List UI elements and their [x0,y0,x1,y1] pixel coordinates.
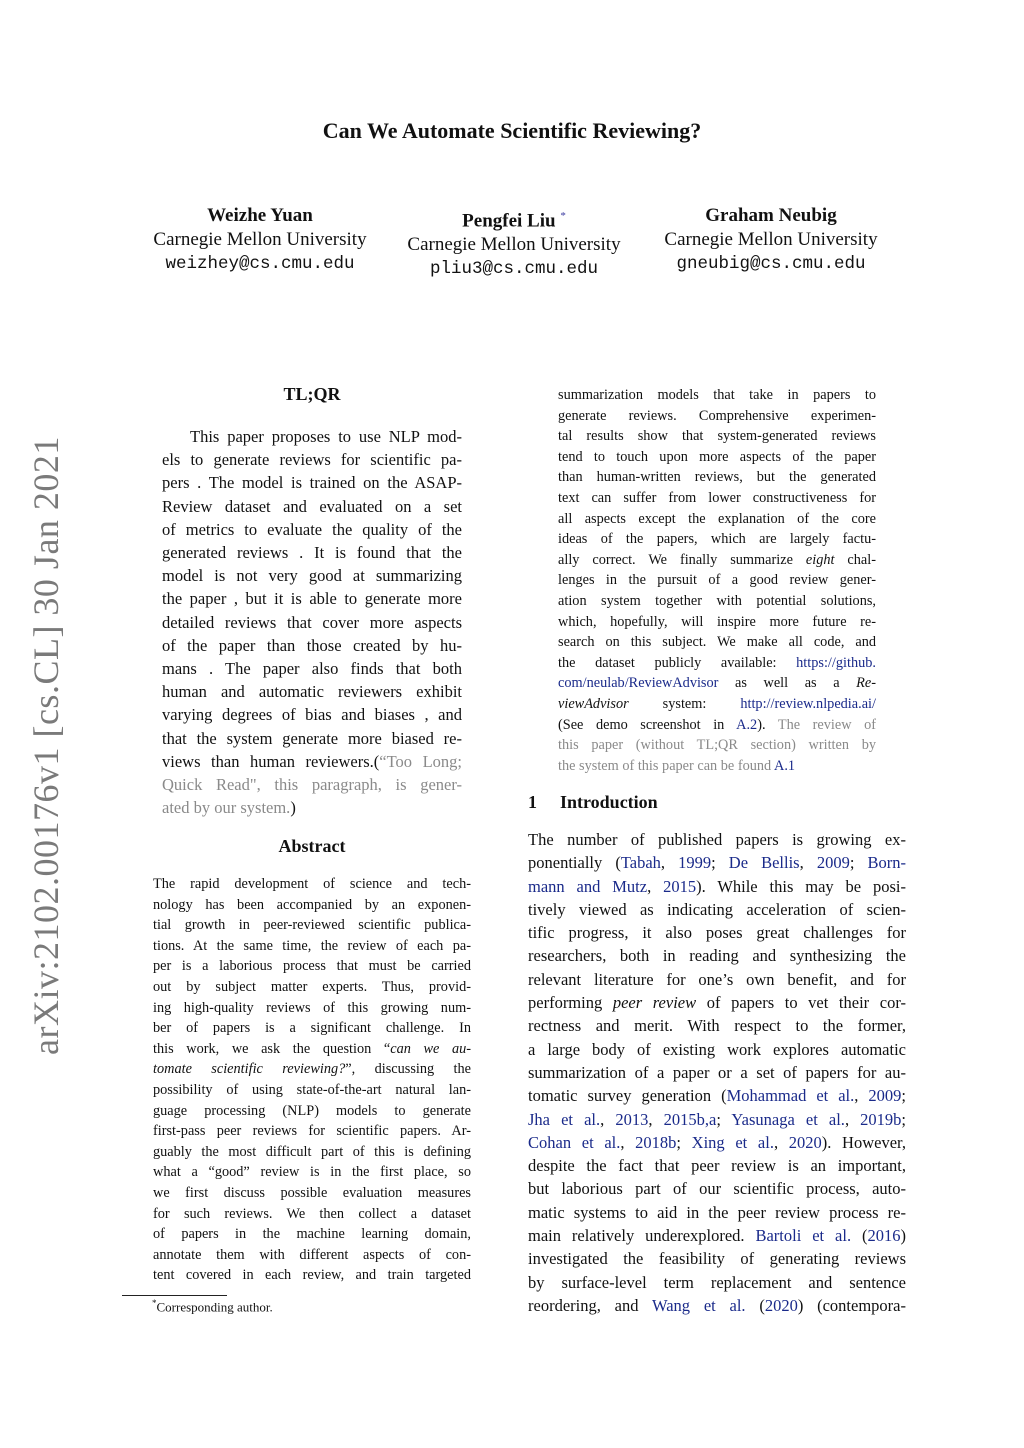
text-line: by surface-level term replacement and sentence [528,1272,906,1292]
text-line: ation system together with potential solutions, [558,592,876,609]
citation-link[interactable]: Xing et al. [691,1132,774,1152]
text-run: ) [290,798,296,818]
text-run: , [647,876,664,896]
text-line [558,694,876,715]
author-name: Weizhe Yuan [207,205,313,226]
text-run: ( [851,1226,868,1246]
text-line: investigated the feasibility of generating reviews [528,1249,906,1269]
text-line [558,756,876,777]
citation-link[interactable]: De Bellis [728,853,800,873]
text-line [528,875,906,898]
citation-link[interactable]: 2015 [663,876,697,896]
citation-link[interactable]: Born- [867,853,906,873]
footnote-text: Corresponding author. [156,1299,273,1315]
citation-link[interactable]: 2016 [867,1226,901,1246]
text-line: despite the fact that peer review is an important, [528,1156,906,1176]
text-line: varying degrees of bias and biases , and [162,705,462,725]
italic-run: viewAdvisor [558,695,629,712]
citation-link[interactable]: 2013 [615,1109,649,1129]
text-line: rectness and merit. With respect to the former, [528,1016,906,1036]
tlqr-heading: TL;QR [283,384,341,404]
text-run: (See demo screenshot in [558,716,737,733]
text-line: nology has been accompanied by an exponen- [153,896,471,913]
tlqr-paragraph [162,425,462,819]
text-run: ; [901,1109,907,1129]
author-affiliation: Carnegie Mellon University [153,229,367,250]
text-line: tial growth in peer-reviewed scientific publica- [153,917,471,934]
text-line: out by subject matter experts. Thus, provid- [153,978,471,995]
citation-link[interactable]: 2009 [868,1086,902,1106]
generated-note-line: Quick Read", this paragraph, is gener- [162,775,462,795]
text-line: per is a laborious process that must be carried [153,958,471,975]
citation-link[interactable]: Yasunaga et al. [731,1109,845,1129]
citation-link[interactable]: 2020 [788,1132,822,1152]
footnote-mark: * [152,1298,157,1308]
text-run: ; [716,1109,732,1129]
italic-run: peer review [612,993,697,1013]
text-line: The rapid development of science and tech- [153,876,471,892]
appendix-link[interactable]: A.2 [736,716,758,733]
text-run: ; [676,1132,692,1152]
generated-note: The review of [777,716,877,733]
citation-link[interactable]: Mohammad et al. [726,1086,855,1106]
text-line: ideas of the papers, which are largely factu- [558,531,876,548]
text-line: researchers, both in reading and synthesizing the [528,946,906,966]
generated-note: ated by our system. [162,798,291,818]
text-run: reordering, and [528,1295,652,1315]
text-run: ). However, [821,1132,906,1152]
text-line: tal results show that system-generated reviews [558,428,876,445]
text-line [528,991,906,1014]
citation-link[interactable]: Jha et al. [528,1109,601,1129]
text-line: tific progress, it also poses great challenges for [528,923,906,943]
text-line: which, hopefully, will inspire more future re- [558,613,876,630]
intro-heading [528,792,658,813]
italic-run: can we au- [390,1040,472,1057]
text-line: annotate them with different aspects of con- [153,1246,471,1263]
text-run: ponentially ( [528,853,621,873]
italic-run: tomate scientific reviewing? [153,1061,346,1078]
text-line: what a “good” review is in the first place, so [153,1164,471,1181]
text-line: pers . The model is trained on the ASAP- [162,473,462,493]
text-line: guage processing (NLP) models to generate [153,1102,471,1119]
text-line: model is not very good at summarizing [162,566,462,586]
text-line [528,1294,906,1317]
text-line: tions. At the same time, the review of each pa- [153,937,471,954]
text-line: summarization models that take in papers to [558,387,876,403]
text-line: but laborious part of our scientific process, auto- [528,1179,906,1199]
footnote [152,1298,273,1315]
text-line: the paper , but it is able to generate more [162,589,462,609]
citation-link[interactable]: 2009 [816,853,850,873]
author-name: Pengfei Liu [462,210,556,232]
text-run: system: [628,695,741,712]
citation-link[interactable]: 2015b,a [663,1109,717,1129]
text-line: Review dataset and evaluated on a set [162,496,462,516]
text-run: , [600,1109,616,1129]
abstract-heading: Abstract [278,836,346,856]
text-line: of metrics to evaluate the quality of the [162,519,462,539]
author-block-3 [641,204,901,276]
github-link-cont[interactable]: com/neulab/ReviewAdvisor [558,675,719,692]
citation-link[interactable]: 2018b [635,1132,677,1152]
text-run: , [799,853,817,873]
citation-link[interactable]: Cohan et al. [528,1132,621,1152]
text-run: chal- [834,551,876,568]
text-run: ”, discussing the [345,1061,471,1078]
text-line [162,796,462,819]
text-line: guably the most difficult part of this is defining [153,1143,471,1160]
text-line [528,1084,906,1107]
text-line: This paper proposes to use NLP mod- [190,427,462,446]
author-affiliation: Carnegie Mellon University [407,234,621,256]
text-line [558,715,876,736]
section-number: 1 [528,792,537,812]
text-line [153,1059,471,1080]
text-line: first-pass peer reviews for scientific papers. Ar- [153,1123,471,1140]
text-line: that the system generate more biased re- [162,728,462,748]
text-line: tent covered in each review, and train targeted [153,1267,471,1284]
author-email[interactable]: pliu3@cs.cmu.edu [429,259,599,280]
footnote-rule [122,1295,227,1296]
text-run: , [660,853,679,873]
text-line: for such reviews. We then collect a dataset [153,1205,471,1222]
author-name-line [384,204,644,233]
text-line [162,750,462,773]
text-run: ; [849,853,868,873]
text-line: summarization of a paper or a set of papers for au- [528,1062,906,1082]
citation-link[interactable]: 2019b [860,1109,902,1129]
citation-link[interactable]: Bartoli et al. [755,1226,852,1246]
text-line [558,673,876,694]
author-block-1 [130,204,390,276]
text-run: performing [528,993,613,1013]
text-line: search on this subject. We make all code, and [558,634,876,651]
italic-run: Re- [856,675,876,692]
text-run: this work, we ask the question “ [153,1040,391,1057]
citation-link[interactable]: 1999 [678,853,712,873]
text-run: ; [901,1086,906,1106]
text-line: human and automatic reviewers exhibit [162,682,462,702]
generated-note: “Too Long; [379,751,462,771]
citation-link[interactable]: Tabah [620,853,661,873]
text-line: than human-written reviews, but the generated [558,469,876,486]
text-line [558,550,876,571]
text-run: ). While this may be posi- [696,876,907,896]
text-run: , [844,1109,861,1129]
generated-note-line: this paper (without TL;QR section) written by [558,737,876,754]
text-line: generate reviews. Comprehensive experimen- [558,407,876,424]
text-line: all aspects except the explanation of the core [558,510,876,527]
citation-link[interactable]: Wang et al. [651,1295,746,1315]
text-run: ) (contempora- [797,1295,906,1315]
text-line: a large body of existing work explores automatic [528,1039,906,1059]
text-line: lenges in the pursuit of a good review gener- [558,572,876,589]
author-email[interactable]: weizhey@cs.cmu.edu [165,254,355,274]
text-line: ber of papers is a significant challenge. In [153,1020,471,1037]
italic-run: eight [805,551,835,568]
author-block-2 [384,204,644,281]
text-line [528,1108,906,1131]
text-run: , [854,1086,869,1106]
text-run: as well as a [718,675,857,692]
text-run: main relatively underexplored. [528,1226,756,1246]
text-line: generated reviews . It is found that the [162,543,462,563]
text-run: tomatic survey generation ( [528,1086,727,1106]
generated-note: the system of this paper can be found [558,757,774,774]
text-line [153,1039,471,1060]
text-line: of papers in the machine learning domain, [153,1226,471,1243]
text-line [528,1131,906,1154]
citation-link[interactable]: 2020 [764,1295,798,1315]
intro-paragraph [528,828,906,1317]
text-line: ing high-quality reviews of this growing num- [153,999,471,1016]
text-line: of the paper than those created by hu- [162,635,462,655]
text-line: possibility of using state-of-the-art natural lan- [153,1081,471,1098]
abstract-continued [558,385,876,776]
text-run: ( [745,1295,765,1315]
text-run: , [648,1109,664,1129]
text-line: matic systems to aid in the peer review process re- [528,1202,906,1222]
text-line: we first discuss possible evaluation measures [153,1184,471,1201]
author-name: Graham Neubig [705,205,837,226]
github-link[interactable]: https://github. [796,654,876,671]
text-run: ). [757,716,778,733]
text-run: of papers to vet their cor- [696,993,906,1013]
text-run: , [620,1132,636,1152]
section-title: Introduction [560,792,658,812]
corresponding-mark[interactable]: * [560,210,566,222]
text-run: ; [711,853,729,873]
abstract-paragraph [153,874,471,1286]
arxiv-stamp: arXiv:2102.00176v1 [cs.CL] 30 Jan 2021 [26,436,66,1055]
text-line: mans . The paper also finds that both [162,659,462,679]
text-line: text can suffer from lower constructiveness for [558,489,876,506]
appendix-link[interactable]: A.1 [774,757,796,774]
text-line [558,653,876,674]
text-line: tend to touch upon more aspects of the paper [558,448,876,465]
author-affiliation: Carnegie Mellon University [664,229,878,250]
text-line: The number of published papers is growing ex- [528,830,906,849]
paper-title: Can We Automate Scientific Reviewing? [322,118,702,143]
text-run: ) [900,1226,906,1246]
text-run: views than human reviewers.( [162,751,380,771]
text-line [528,851,906,874]
author-email[interactable]: gneubig@cs.cmu.edu [676,254,866,274]
text-line: relevant literature for one’s own benefit, and for [528,969,906,989]
text-run: ally correct. We finally summarize [558,551,806,568]
text-line [528,1224,906,1247]
text-line: tively viewed as indicating acceleration of scien- [528,899,906,919]
text-line: els to generate reviews for scientific pa- [162,450,462,470]
text-run: , [773,1132,789,1152]
text-line: detailed reviews that cover more aspects [162,612,462,632]
text-run: the dataset publicly available: [558,654,797,671]
citation-link[interactable]: mann and Mutz [528,876,648,896]
demo-link[interactable]: http://review.nlpedia.ai/ [740,695,876,712]
